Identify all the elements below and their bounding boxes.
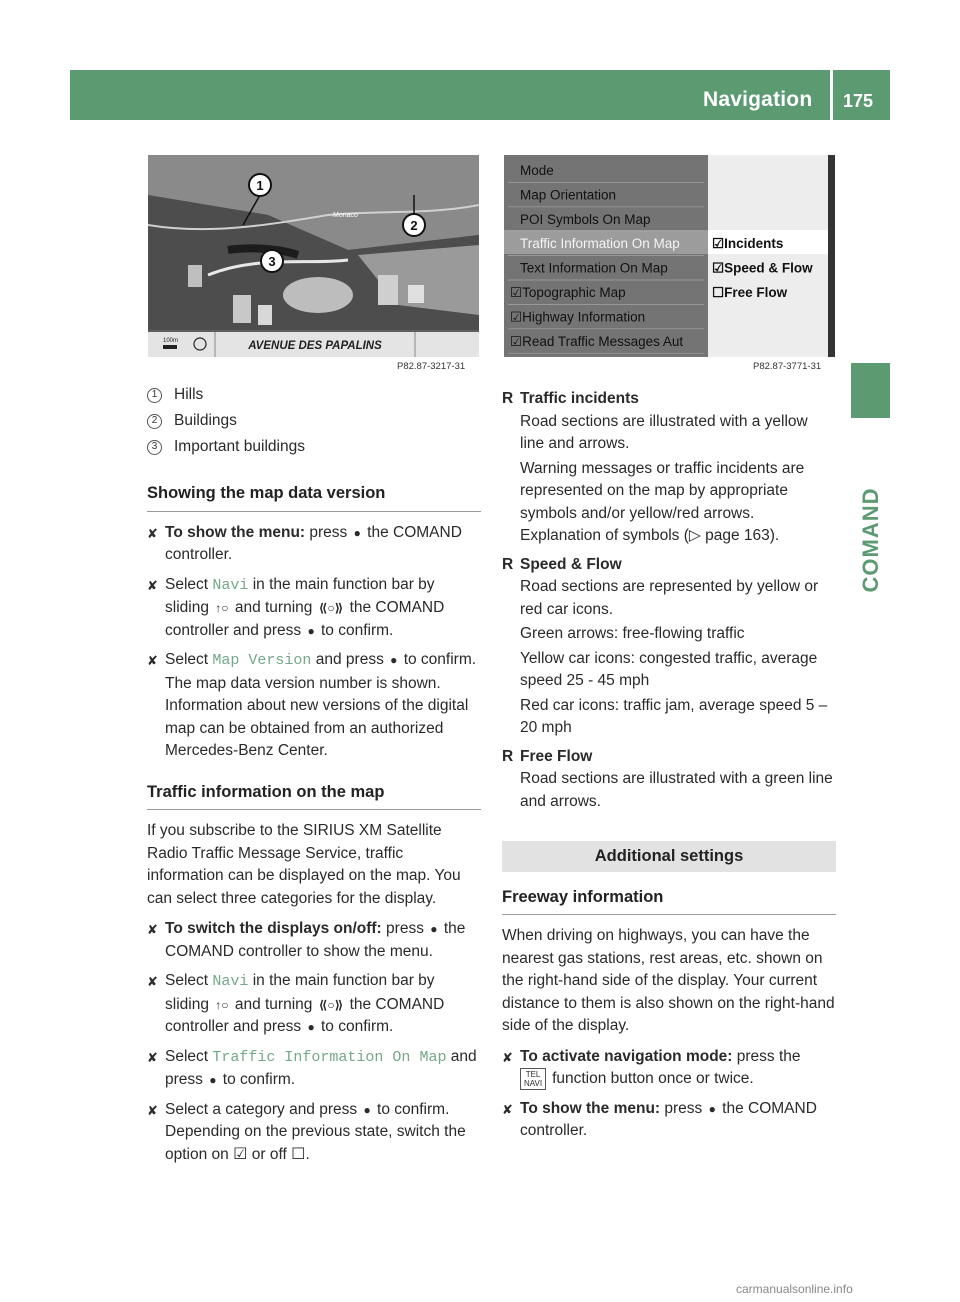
- menu-item[interactable]: POI Symbols On Map: [520, 211, 651, 227]
- menu-item[interactable]: ☑Highway Information: [510, 309, 646, 325]
- traffic-intro: If you subscribe to the SIRIUS XM Satellite Radio Traffic Message Service, traffic information can be displayed on the map. You can select three categories for the display.: [147, 822, 461, 907]
- menu-item[interactable]: ☑Topographic Map: [510, 285, 626, 300]
- controller-press-icon: ●: [353, 525, 361, 540]
- map-scale: 100m: [163, 338, 179, 344]
- step-switch-displays: ✘ To switch the displays on/off: press ● the COMAND controller to show the menu.: [147, 918, 481, 963]
- section-title: Navigation: [703, 88, 813, 111]
- heading-map-version: Showing the map data version: [147, 482, 481, 512]
- menu-item[interactable]: Mode: [520, 163, 554, 178]
- freeway-intro: When driving on highways, you can have the nearest gas stations, rest areas, etc. shown on the right-hand side of the display. Your current distance to them is also shown on the right-hand side of the display.: [502, 927, 835, 1034]
- step-select-map-version: ✘ Select Map Version and press ● to confirm. The map data version number is shown. Information about new versions of the digital map can be obtained from an authorized Mercedes-Benz Center.: [147, 649, 481, 763]
- step-arrow-icon: ✘: [147, 525, 158, 541]
- svg-text:2: 2: [410, 218, 418, 233]
- legend-item-hills: [147, 382, 481, 408]
- checkbox-empty-icon: ☐: [291, 1145, 306, 1163]
- step-arrow-icon: ✘: [147, 653, 158, 668]
- svg-text:1: 1: [256, 178, 264, 193]
- side-tab-marker: [851, 363, 890, 418]
- legend-number: 1: [147, 388, 162, 403]
- controller-turn-icon: ⟪○⟫: [318, 601, 344, 615]
- controller-slide-icon: ↑○: [215, 997, 229, 1012]
- bullet-icon: R: [502, 747, 514, 765]
- step-arrow-icon: ✘: [147, 1102, 158, 1118]
- step-show-menu-2: ✘ To show the menu: press ● the COMAND controller.: [502, 1098, 836, 1143]
- left-column: [147, 382, 481, 1173]
- right-column: [502, 388, 836, 1150]
- menu-item[interactable]: Traffic Information On Map: [520, 236, 680, 252]
- heading-additional-settings: Additional settings: [502, 841, 836, 872]
- legend-label: Hills: [174, 385, 204, 403]
- legend-number: 3: [147, 440, 162, 455]
- legend-item-buildings: [147, 408, 481, 434]
- menu-item[interactable]: Map Orientation: [520, 187, 617, 203]
- submenu-option[interactable]: ☑Incidents: [712, 236, 784, 251]
- controller-press-icon: ●: [307, 623, 315, 638]
- legend-item-important-buildings: [147, 434, 481, 460]
- category-speed-flow: R Speed & Flow Road sections are represented by yellow or red car icons. Green arrows: free-flowing traffic Yellow car icons: congested traffic, average speed 25 - 45 mph Red car icons: traffic jam, average speed 5 – 20 mph: [502, 554, 836, 742]
- controller-press-icon: ●: [363, 1102, 371, 1117]
- controller-press-icon: ●: [708, 1101, 716, 1116]
- legend-label: Buildings: [174, 411, 237, 429]
- map-street-name: AVENUE DES PAPALINS: [248, 340, 382, 352]
- heading-freeway-info: Freeway information: [502, 886, 836, 916]
- step-select-navi: ✘ Select Navi in the main function bar by sliding ↑○ and turning ⟪○⟫ the COMAND controller and press ● to confirm.: [147, 574, 481, 643]
- map-figure: [148, 155, 479, 357]
- step-arrow-icon: ✘: [147, 974, 158, 989]
- map-label-monaco: Monaco: [333, 212, 358, 219]
- bullet-icon: R: [502, 390, 514, 407]
- menu-figure: [504, 155, 835, 357]
- step-select-category: ✘ Select a category and press ● to confirm. Depending on the previous state, switch the option on ☑ or off ☐.: [147, 1099, 481, 1167]
- controller-press-icon: ●: [209, 1073, 217, 1087]
- menu-item[interactable]: ☑Read Traffic Messages Aut: [510, 333, 684, 349]
- legend-number: 2: [147, 414, 162, 429]
- watermark: carmanualsonline.info: [736, 1282, 853, 1296]
- submenu-option[interactable]: ☑Speed & Flow: [712, 260, 813, 276]
- controller-turn-icon: ⟪○⟫: [318, 997, 344, 1012]
- map-figure-caption: P82.87-3217-31: [397, 361, 466, 372]
- step-arrow-icon: ✘: [147, 1049, 158, 1065]
- step-arrow-icon: ✘: [502, 1101, 513, 1117]
- controller-press-icon: ●: [430, 922, 438, 936]
- step-arrow-icon: ✘: [502, 1049, 513, 1065]
- svg-text:3: 3: [268, 254, 276, 269]
- step-select-traffic-info: ✘ Select Traffic Information On Map and press ● to confirm.: [147, 1046, 481, 1092]
- controller-press-icon: ●: [307, 1020, 315, 1034]
- page-number: 175: [843, 91, 874, 111]
- controller-press-icon: ●: [390, 653, 398, 667]
- checkbox-checked-icon: ☑: [233, 1145, 248, 1163]
- heading-traffic-info: Traffic information on the map: [147, 781, 481, 811]
- bullet-icon: R: [502, 555, 514, 573]
- side-tab-label: COMAND: [857, 487, 883, 593]
- step-select-navi-2: ✘ Select Navi in the main function bar by sliding ↑○ and turning ⟪○⟫ the COMAND controller and press ● to confirm.: [147, 970, 481, 1039]
- legend-label: Important buildings: [174, 437, 305, 455]
- step-show-menu: ✘ To show the menu: press ● the COMAND controller.: [147, 522, 481, 567]
- menu-item[interactable]: Text Information On Map: [520, 260, 668, 276]
- step-arrow-icon: ✘: [147, 577, 158, 593]
- header-divider: [830, 70, 833, 120]
- controller-slide-icon: ↑○: [215, 601, 229, 615]
- step-activate-navigation: ✘ To activate navigation mode: press the TEL NAVI function button once or twice.: [502, 1046, 836, 1091]
- submenu-option[interactable]: ☐Free Flow: [712, 284, 788, 300]
- menu-figure-caption: P82.87-3771-31: [753, 361, 822, 372]
- tel-navi-button-icon: TEL NAVI: [520, 1068, 546, 1090]
- category-free-flow: R Free Flow Road sections are illustrated with a green line and arrows.: [502, 746, 836, 816]
- category-traffic-incidents: R Traffic incidents Road sections are illustrated with a yellow line and arrows. Warning messages or traffic incidents are represented on the map by appropriate symbols and/or yellow/red arrows. Explanation of symbols (▷ page 163).: [502, 388, 836, 550]
- step-arrow-icon: ✘: [147, 922, 158, 937]
